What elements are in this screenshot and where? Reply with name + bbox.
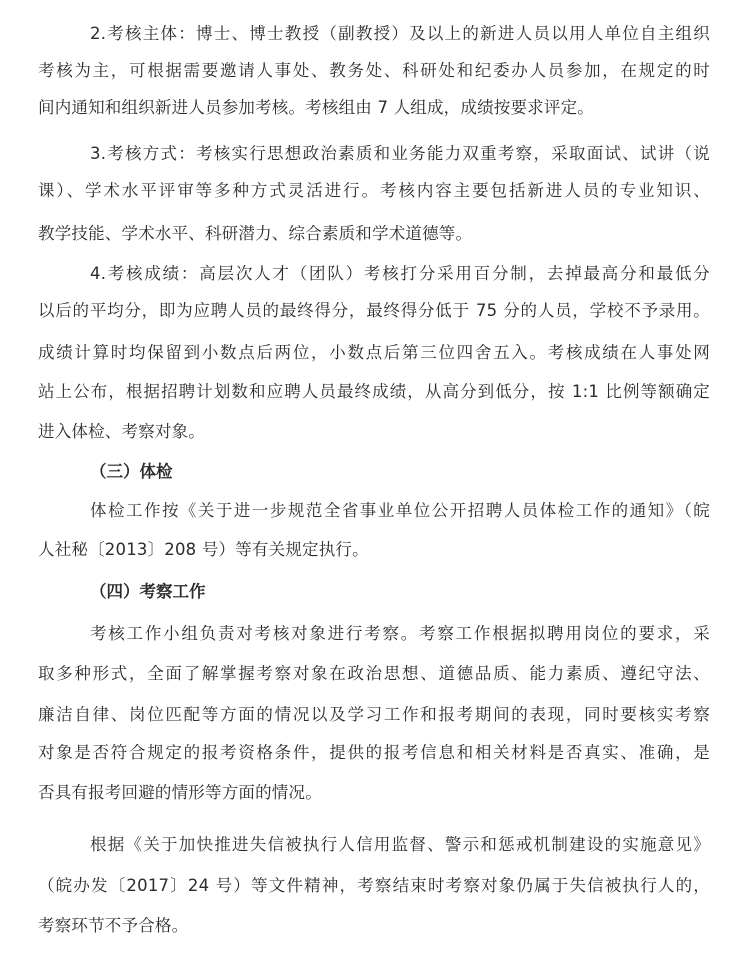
paragraph-dishonest-debtor-line: 根据《关于加快推进失信被执行人信用监督、警示和惩戒机制建设的实施意见》	[90, 835, 710, 854]
paragraph-assessment-score-line: 成绩计算时均保留到小数点后两位，小数点后第三位四舍五入。考核成绩在人事处网	[38, 343, 710, 362]
paragraph-assessment-score-line: 进入体检、考察对象。	[38, 422, 205, 441]
paragraph-assessment-score-line: 4.考核成绩：高层次人才（团队）考核打分采用百分制，去掉最高分和最低分	[90, 264, 710, 283]
paragraph-assessment-method-line: 3.考核方式：考核实行思想政治素质和业务能力双重考察，采取面试、试讲（说	[90, 144, 710, 163]
paragraph-assessment-body-line: 间内通知和组织新进人员参加考核。考核组由 7 人组成，成绩按要求评定。	[38, 98, 594, 117]
paragraph-inspection-line: 否具有报考回避的情形等方面的情况。	[38, 783, 322, 802]
paragraph-physical-exam-line: 人社秘〔2013〕208 号）等有关规定执行。	[38, 540, 369, 559]
paragraph-assessment-method-line: 教学技能、学术水平、科研潜力、综合素质和学术道德等。	[38, 224, 473, 243]
paragraph-dishonest-debtor-line: （皖办发〔2017〕24 号）等文件精神，考察结束时考察对象仍属于失信被执行人的，	[38, 876, 710, 895]
paragraph-assessment-body-line: 考核为主，可根据需要邀请人事处、教务处、科研处和纪委办人员参加，在规定的时	[38, 61, 710, 80]
paragraph-physical-exam-line: 体检工作按《关于进一步规范全省事业单位公开招聘人员体检工作的通知》（皖	[90, 501, 710, 520]
paragraph-assessment-score-line: 站上公布，根据招聘计划数和应聘人员最终成绩，从高分到低分，按 1:1 比例等额确定	[38, 382, 710, 401]
paragraph-assessment-body-line: 2.考核主体：博士、博士教授（副教授）及以上的新进人员以用人单位自主组织	[90, 24, 710, 43]
paragraph-inspection-line: 取多种形式，全面了解掌握考察对象在政治思想、道德品质、能力素质、遵纪守法、	[38, 664, 710, 683]
paragraph-dishonest-debtor-line: 考察环节不予合格。	[38, 916, 189, 935]
paragraph-inspection-line: 对象是否符合规定的报考资格条件，提供的报考信息和相关材料是否真实、准确，是	[38, 743, 710, 762]
paragraph-inspection-line: 考核工作小组负责对考核对象进行考察。考察工作根据拟聘用岗位的要求，采	[90, 624, 710, 643]
paragraph-assessment-score-line: 以后的平均分，即为应聘人员的最终得分，最终得分低于 75 分的人员，学校不予录用。	[38, 301, 710, 320]
paragraph-inspection-line: 廉洁自律、岗位匹配等方面的情况以及学习工作和报考期间的表现，同时要核实考察	[38, 705, 710, 724]
paragraph-assessment-method-line: 课）、学术水平评审等多种方式灵活进行。考核内容主要包括新进人员的专业知识、	[38, 181, 710, 200]
section-heading-inspection: （四）考察工作	[90, 582, 206, 601]
section-heading-physical-exam: （三）体检	[90, 462, 173, 481]
